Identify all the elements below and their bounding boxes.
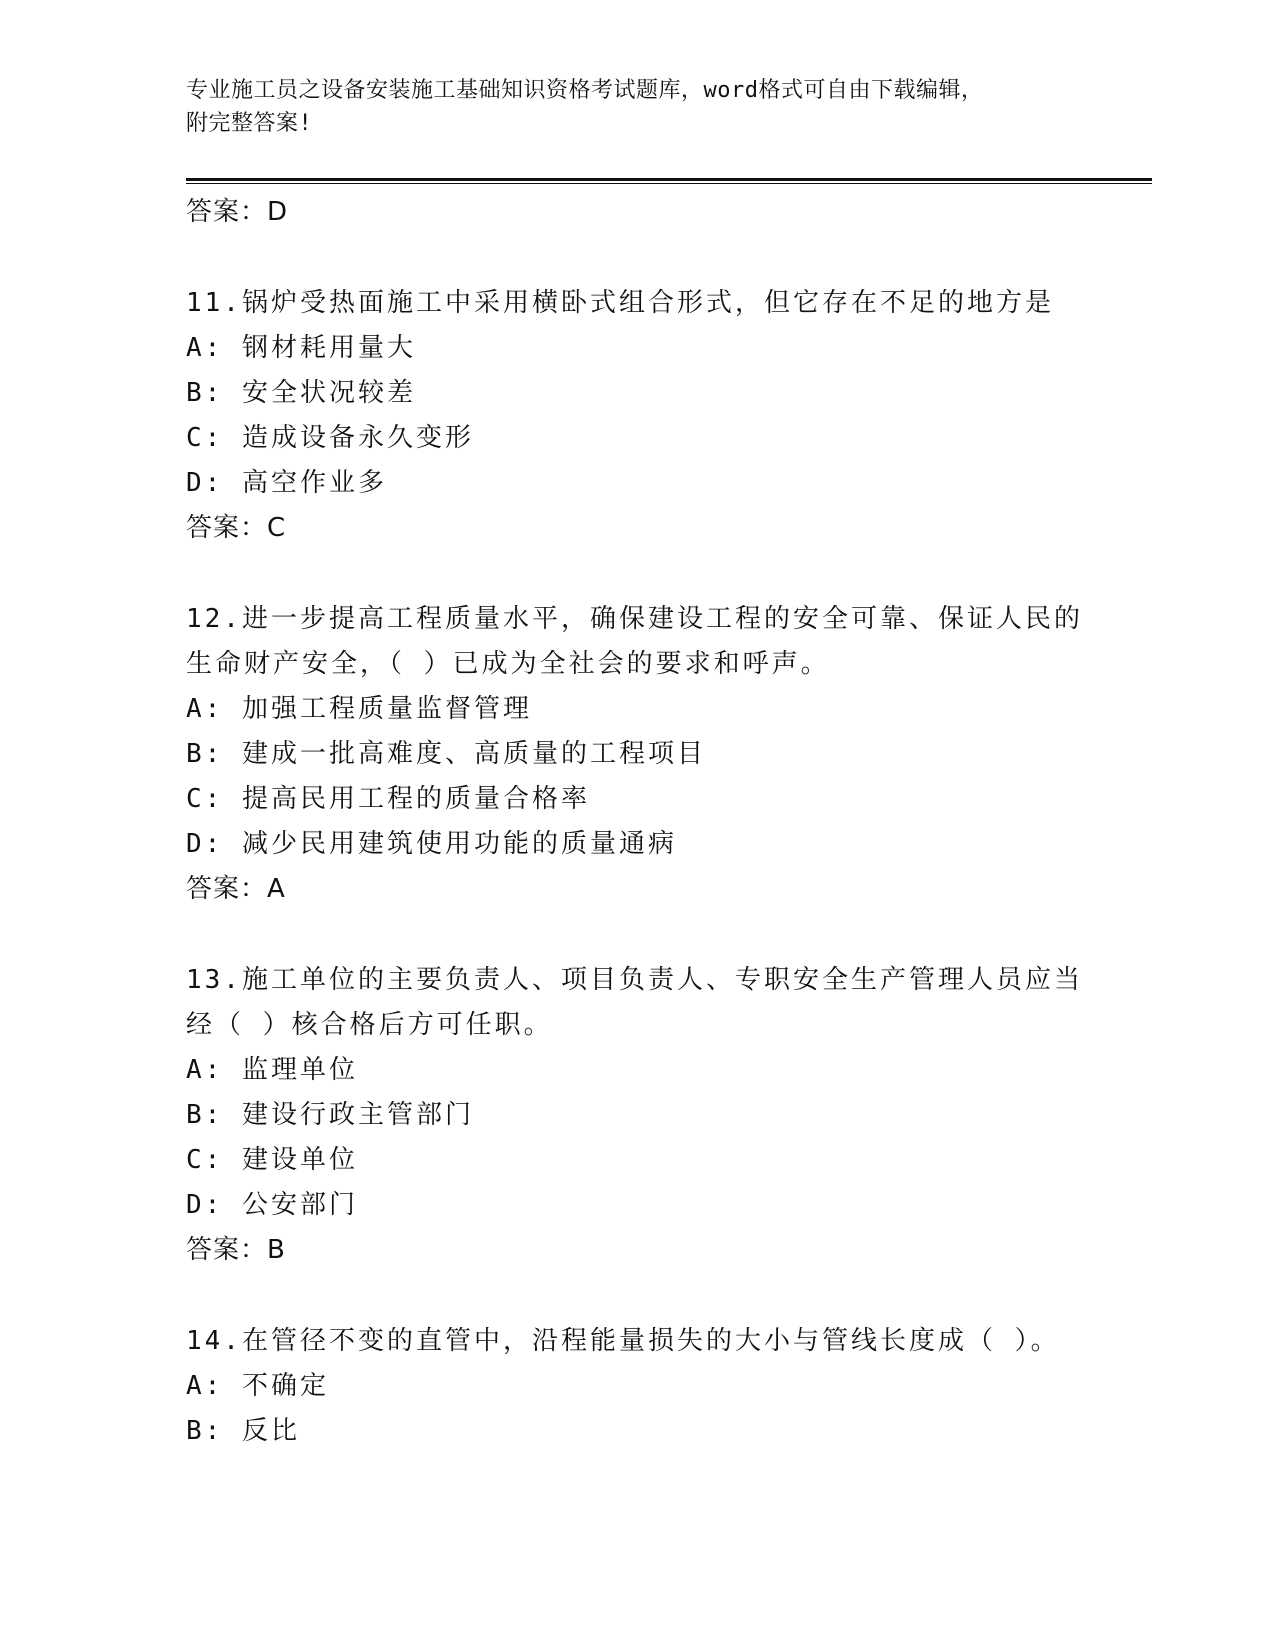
option-a: A: 加强工程质量监督管理 <box>186 694 532 724</box>
answer-line: 答案：C <box>186 513 287 543</box>
option-d: D: 减少民用建筑使用功能的质量通病 <box>186 829 677 859</box>
option-d: D: 公安部门 <box>186 1190 358 1220</box>
answer-line: 答案：D <box>186 197 289 227</box>
question-text-line: 12.进一步提高工程质量水平，确保建设工程的安全可靠、保证人民的 <box>186 604 1083 634</box>
option-a: A: 钢材耗用量大 <box>186 333 416 363</box>
option-a: A: 监理单位 <box>186 1055 358 1085</box>
question-item <box>186 281 1086 551</box>
spacer <box>186 551 1086 597</box>
option-b: B: 建设行政主管部门 <box>186 1100 474 1130</box>
answer-line: 答案：B <box>186 1235 286 1265</box>
question-text-line: 生命财产安全，（ ）已成为全社会的要求和呼声。 <box>186 649 830 679</box>
question-text <box>186 597 1086 687</box>
document-header <box>186 74 1066 140</box>
option-b: B: 反比 <box>186 1416 300 1446</box>
spacer <box>186 235 1086 281</box>
spacer <box>186 1273 1086 1319</box>
header-line-2: 附完整答案! <box>186 111 313 136</box>
question-text-line: 经（ ）核合格后方可任职。 <box>186 1010 553 1040</box>
question-text <box>186 958 1086 1048</box>
option-b: B: 安全状况较差 <box>186 378 416 408</box>
header-line-1: 专业施工员之设备安装施工基础知识资格考试题库，word格式可自由下载编辑， <box>186 78 984 103</box>
question-item <box>186 958 1086 1273</box>
option-c: C: 造成设备永久变形 <box>186 423 474 453</box>
header-divider-thick <box>186 178 1152 181</box>
option-d: D: 高空作业多 <box>186 468 387 498</box>
question-item <box>186 597 1086 912</box>
header-divider-thin <box>186 183 1152 184</box>
spacer <box>186 912 1086 958</box>
question-text: 11.锅炉受热面施工中采用横卧式组合形式，但它存在不足的地方是 <box>186 288 1054 318</box>
option-b: B: 建成一批高难度、高质量的工程项目 <box>186 739 706 769</box>
answer-line: 答案：A <box>186 874 286 904</box>
question-text-line: 13.施工单位的主要负责人、项目负责人、专职安全生产管理人员应当 <box>186 965 1083 995</box>
option-c: C: 建设单位 <box>186 1145 358 1175</box>
question-item <box>186 1319 1086 1454</box>
option-a: A: 不确定 <box>186 1371 329 1401</box>
question-list <box>186 190 1086 1454</box>
question-text: 14.在管径不变的直管中，沿程能量损失的大小与管线长度成（ ）。 <box>186 1326 1060 1356</box>
option-c: C: 提高民用工程的质量合格率 <box>186 784 590 814</box>
